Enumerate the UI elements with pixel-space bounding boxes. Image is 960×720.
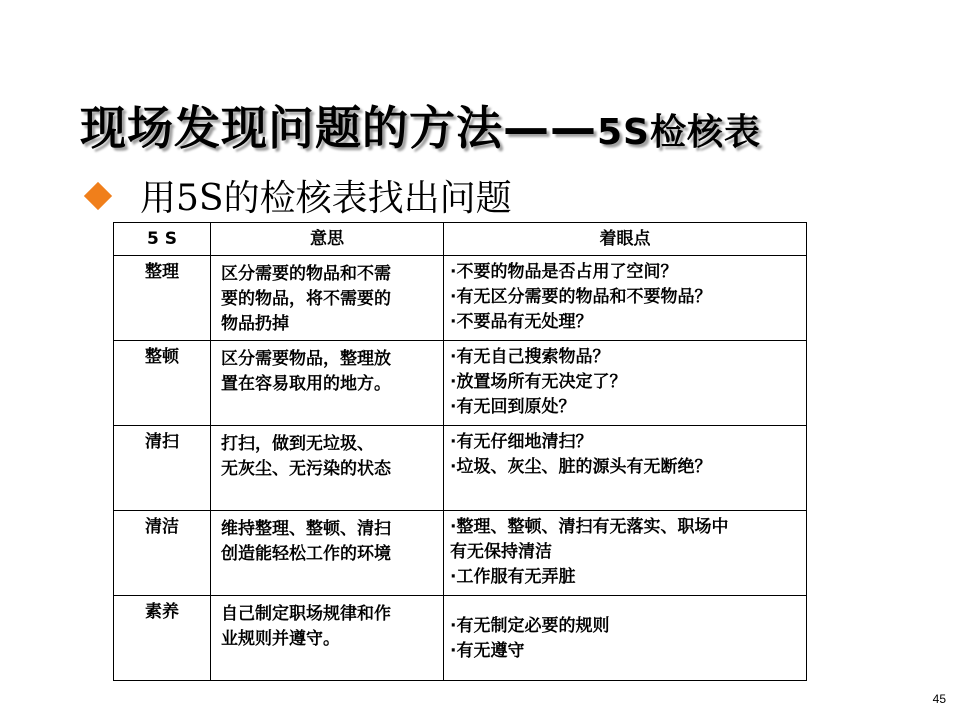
title-sub: 5S检核表 xyxy=(597,112,761,153)
row-focus-points: ·有无仔细地清扫？ ·垃圾、灰尘、脏的源头有无断绝？ xyxy=(444,426,807,511)
row-meaning: 维持整理、整顿、清扫 创造能轻松工作的环境 xyxy=(211,511,444,596)
row-meaning: 打扫，做到无垃圾、 无灰尘、无污染的状态 xyxy=(211,426,444,511)
row-5s-name: 素养 xyxy=(114,596,211,681)
row-5s-name: 整理 xyxy=(114,256,211,341)
table-row xyxy=(114,426,807,511)
table-row xyxy=(114,596,807,681)
table-row xyxy=(114,511,807,596)
table-row xyxy=(114,341,807,426)
header-meaning: 意思 xyxy=(211,223,444,256)
page-number: 45 xyxy=(932,692,946,706)
row-meaning: 区分需要的物品和不需 要的物品，将不需要的 物品扔掉 xyxy=(211,256,444,341)
header-5s: 5 S xyxy=(114,223,211,256)
row-meaning: 区分需要物品，整理放 置在容易取用的地方。 xyxy=(211,341,444,426)
slide-title xyxy=(80,92,761,158)
row-focus-points: ·有无制定必要的规则 ·有无遵守 xyxy=(444,596,807,681)
title-main: 现场发现问题的方法—— xyxy=(80,101,597,155)
row-focus-points: ·不要的物品是否占用了空间？ ·有无区分需要的物品和不要物品？ ·不要品有无处理？ xyxy=(444,256,807,341)
row-5s-name: 清扫 xyxy=(114,426,211,511)
row-focus-points: ·整理、整顿、清扫有无落实、职场中 有无保持清洁 ·工作服有无弄脏 xyxy=(444,511,807,596)
5s-checklist-table xyxy=(113,222,807,681)
table-header-row xyxy=(114,223,807,256)
diamond-bullet-icon xyxy=(84,181,112,209)
header-focus-points: 着眼点 xyxy=(444,223,807,256)
row-meaning: 自己制定职场规律和作 业规则并遵守。 xyxy=(211,596,444,681)
row-5s-name: 清洁 xyxy=(114,511,211,596)
bullet-point xyxy=(80,170,512,221)
row-5s-name: 整顿 xyxy=(114,341,211,426)
row-focus-points: ·有无自己搜索物品？ ·放置场所有无决定了？ ·有无回到原处？ xyxy=(444,341,807,426)
table-row xyxy=(114,256,807,341)
bullet-text: 用5S的检核表找出问题 xyxy=(140,178,512,219)
